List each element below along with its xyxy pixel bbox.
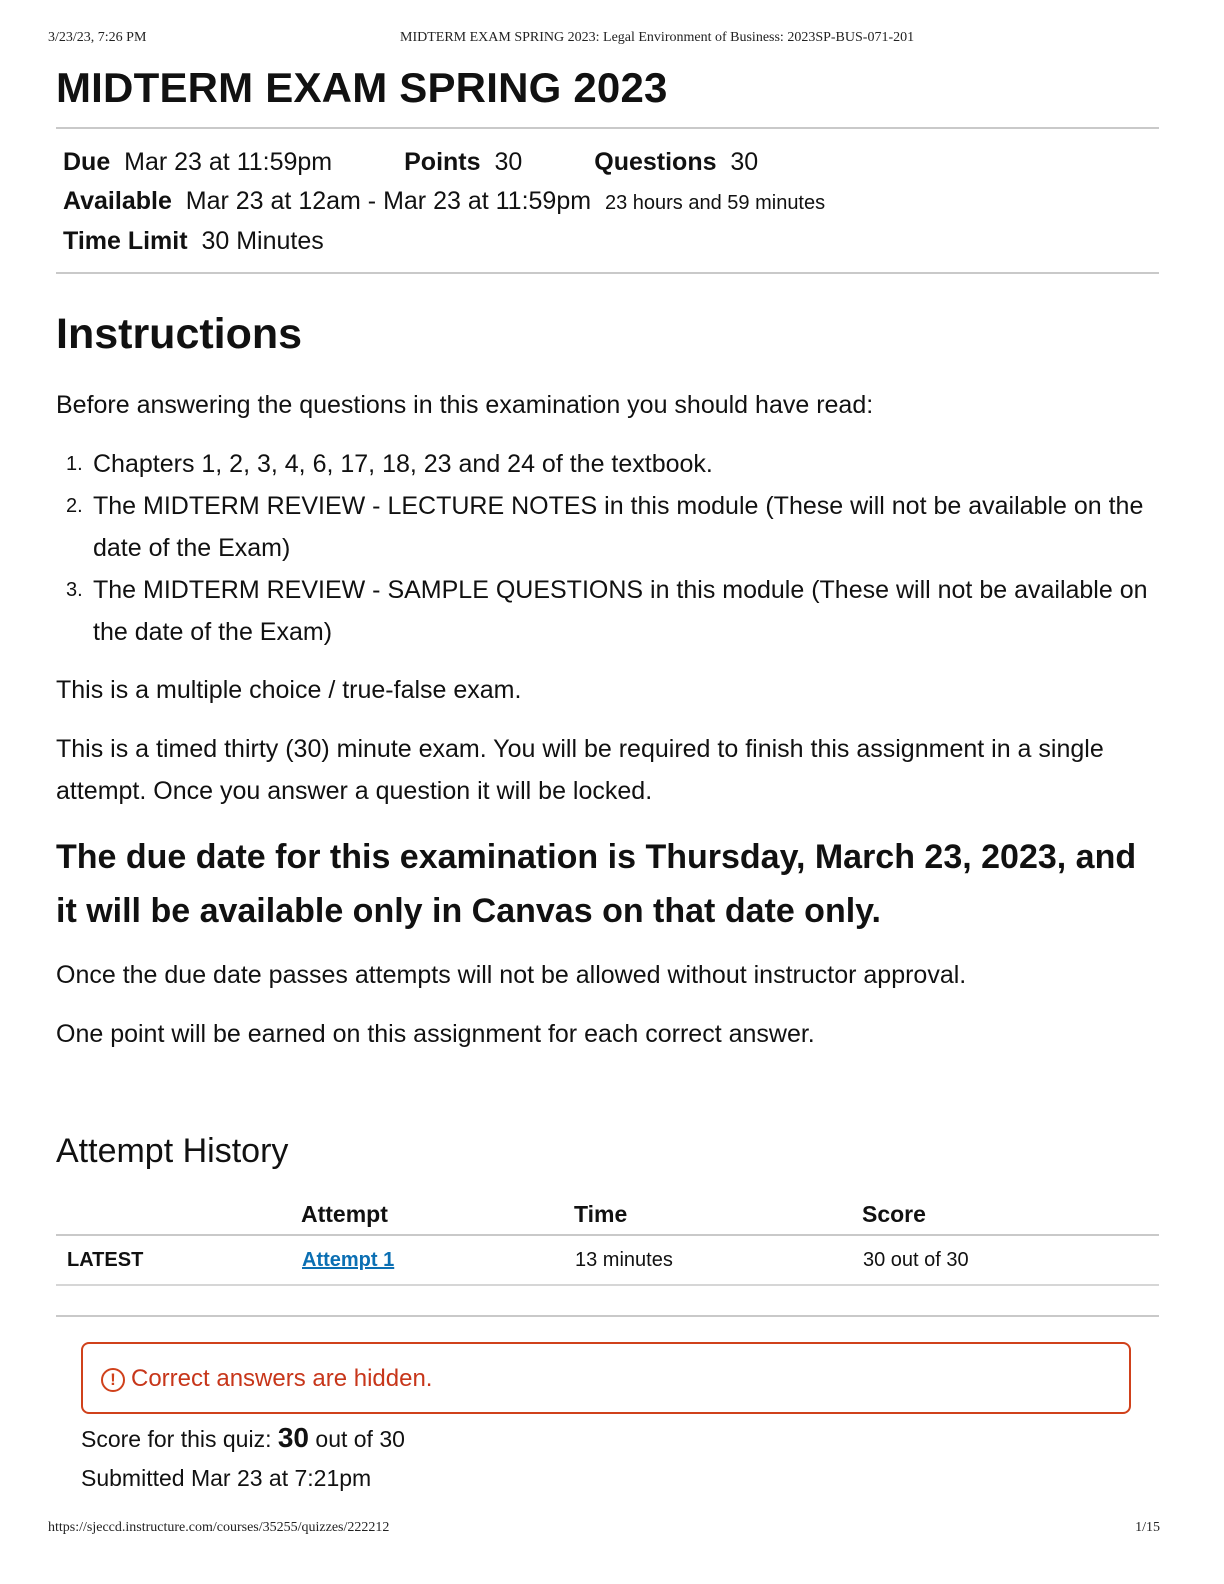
print-page-number: 1/15 xyxy=(1135,1520,1160,1535)
time-cell: 13 minutes xyxy=(574,1235,862,1285)
points-value: 30 xyxy=(494,148,523,176)
points-policy-text: One point will be earned on this assignment for each correct answer. xyxy=(56,1020,815,1048)
available-duration: 23 hours and 59 minutes xyxy=(604,192,826,214)
questions-label: Questions xyxy=(594,148,717,176)
divider xyxy=(56,127,1159,129)
instructions-intro: Before answering the questions in this examination you should have read: xyxy=(56,391,874,419)
attempt-history-heading: Attempt History xyxy=(56,1132,289,1170)
instructions-heading: Instructions xyxy=(56,310,303,358)
score-cell: 30 out of 30 xyxy=(862,1235,1159,1285)
print-datetime: 3/23/23, 7:26 PM xyxy=(48,30,147,45)
print-url: https://sjeccd.instructure.com/courses/35255/quizzes/222212 xyxy=(48,1520,390,1535)
exclamation-circle-icon: ! xyxy=(101,1368,125,1392)
alert-message: Correct answers are hidden. xyxy=(131,1365,433,1392)
print-footer xyxy=(48,1520,1160,1540)
score-suffix: out of 30 xyxy=(309,1426,405,1452)
column-header-attempt: Attempt xyxy=(301,1194,574,1235)
correct-answers-hidden-alert xyxy=(81,1342,1131,1414)
quiz-details-row-1 xyxy=(63,142,758,182)
time-limit-label: Time Limit xyxy=(63,227,188,255)
page-title: MIDTERM EXAM SPRING 2023 xyxy=(56,64,668,111)
list-item: 2. The MIDTERM REVIEW - LECTURE NOTES in this module (These will not be available on the date of the Exam) xyxy=(66,492,1144,562)
available-label: Available xyxy=(63,187,172,215)
divider xyxy=(56,272,1159,274)
exam-format-text: This is a multiple choice / true-false exam. xyxy=(56,676,522,704)
score-value: 30 xyxy=(277,1422,310,1453)
quiz-details-row-2 xyxy=(63,181,825,223)
quiz-details-row-3 xyxy=(63,221,324,261)
late-policy-text: Once the due date passes attempts will not be allowed without instructor approval. xyxy=(56,961,967,989)
timed-exam-text: This is a timed thirty (30) minute exam. You will be required to finish this assignment in a single attempt. Once you answer a question it will be locked. xyxy=(56,735,1104,805)
due-value: Mar 23 at 11:59pm xyxy=(124,148,333,176)
attempt-history-table xyxy=(56,1194,1159,1286)
submitted-time: Submitted Mar 23 at 7:21pm xyxy=(81,1465,372,1491)
due-date-notice: The due date for this examination is Thursday, March 23, 2023, and it will be available only in Canvas on that date only. xyxy=(56,838,1137,930)
list-item: 1. Chapters 1, 2, 3, 4, 6, 17, 18, 23 and 24 of the textbook. xyxy=(66,450,713,478)
available-value: Mar 23 at 12am - Mar 23 at 11:59pm xyxy=(185,187,592,215)
time-limit-value: 30 Minutes xyxy=(201,227,324,255)
reading-list xyxy=(56,443,1156,653)
questions-value: 30 xyxy=(730,148,759,176)
latest-tag: LATEST xyxy=(56,1235,301,1285)
divider xyxy=(56,1315,1159,1317)
due-label: Due xyxy=(63,148,111,176)
attempt-link[interactable]: Attempt 1 xyxy=(302,1248,395,1271)
print-header xyxy=(48,30,1160,50)
table-row xyxy=(56,1235,1159,1285)
column-header xyxy=(56,1194,301,1235)
print-title: MIDTERM EXAM SPRING 2023: Legal Environment of Business: 2023SP-BUS-071-201 xyxy=(400,30,915,45)
attempt-cell xyxy=(301,1235,574,1285)
column-header-score: Score xyxy=(862,1194,1159,1235)
table-header-row xyxy=(56,1194,1159,1235)
column-header-time: Time xyxy=(574,1194,862,1235)
list-item: 3. The MIDTERM REVIEW - SAMPLE QUESTIONS in this module (These will not be available on the date of the Exam) xyxy=(66,576,1148,646)
points-label: Points xyxy=(404,148,481,176)
score-prefix: Score for this quiz: xyxy=(81,1426,278,1452)
quiz-score xyxy=(81,1420,405,1457)
